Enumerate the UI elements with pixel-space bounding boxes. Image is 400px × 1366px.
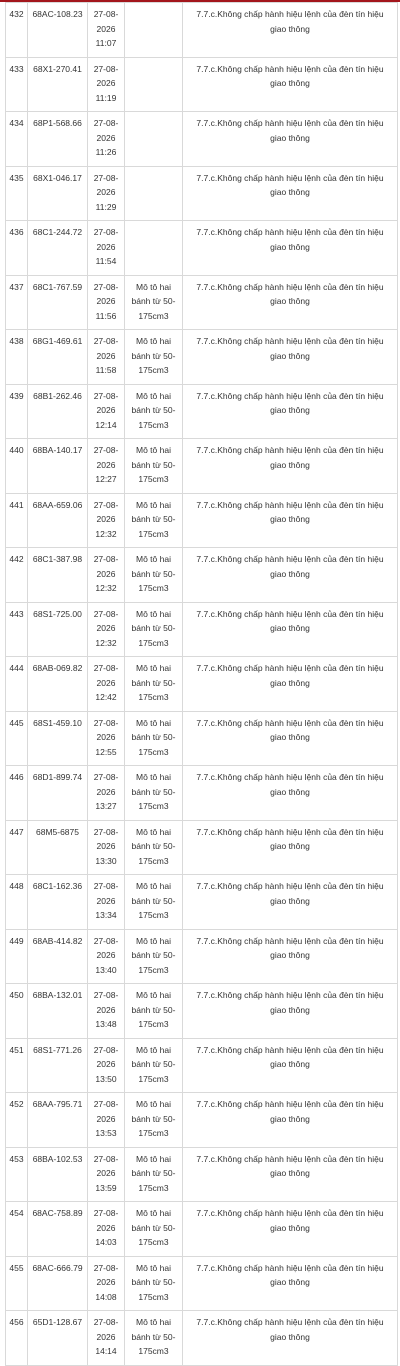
violation-time: 13:50	[95, 1073, 117, 1084]
violation-datetime	[88, 929, 125, 984]
table-row	[6, 493, 398, 548]
row-number: 447	[6, 820, 28, 875]
vehicle-type: Mô tô hai bánh từ 50-175cm3	[125, 657, 183, 712]
violation-time: 13:34	[95, 910, 117, 920]
violation-description: 7.7.c.Không chấp hành hiệu lệnh của đèn tín hiệu giao thông	[183, 330, 398, 385]
table-row	[6, 548, 398, 603]
row-number: 434	[6, 112, 28, 167]
violation-datetime	[88, 875, 125, 930]
violation-time: 12:55	[95, 746, 117, 757]
violation-time: 11:29	[95, 201, 117, 212]
violation-date: 27-08-2026	[93, 63, 119, 88]
violation-description: 7.7.c.Không chấp hành hiệu lệnh của đèn tín hiệu giao thông	[183, 1311, 398, 1366]
violation-datetime	[88, 3, 125, 58]
violation-time: 11:07	[95, 38, 117, 48]
license-plate: 68C1-244.72	[28, 221, 88, 276]
license-plate: 68C1-162.36	[28, 875, 88, 930]
vehicle-type: Mô tô hai bánh từ 50-175cm3	[125, 439, 183, 494]
violation-description: 7.7.c.Không chấp hành hiệu lệnh của đèn tín hiệu giao thông	[183, 820, 398, 875]
violation-time: 11:26	[95, 147, 117, 157]
row-number: 437	[6, 275, 28, 330]
row-number: 452	[6, 1093, 28, 1148]
table-row	[6, 820, 398, 875]
row-number: 438	[6, 330, 28, 385]
vehicle-type	[125, 57, 183, 112]
violation-datetime	[88, 657, 125, 712]
violation-date: 27-08-2026	[93, 1099, 119, 1124]
violation-datetime	[88, 1093, 125, 1148]
license-plate: 68G1-469.61	[28, 330, 88, 385]
license-plate: 68AC-666.79	[28, 1256, 88, 1311]
license-plate: 68D1-899.74	[28, 766, 88, 821]
license-plate: 68B1-262.46	[28, 384, 88, 439]
row-number: 456	[6, 1311, 28, 1366]
violation-description: 7.7.c.Không chấp hành hiệu lệnh của đèn tín hiệu giao thông	[183, 602, 398, 657]
violation-time: 14:08	[95, 1291, 117, 1302]
violation-date: 27-08-2026	[93, 717, 119, 742]
table-row	[6, 112, 398, 167]
vehicle-type: Mô tô hai bánh từ 50-175cm3	[125, 602, 183, 657]
license-plate: 68AB-414.82	[28, 929, 88, 984]
violation-date: 27-08-2026	[93, 663, 119, 688]
table-row	[6, 330, 398, 385]
violation-time: 11:56	[95, 310, 117, 321]
violation-time: 11:19	[95, 92, 117, 103]
violation-date: 27-08-2026	[93, 1153, 119, 1178]
violation-time: 13:40	[95, 964, 117, 975]
violation-datetime	[88, 166, 125, 221]
vehicle-type: Mô tô hai bánh từ 50-175cm3	[125, 493, 183, 548]
violation-date: 27-08-2026	[93, 445, 119, 470]
violation-description: 7.7.c.Không chấp hành hiệu lệnh của đèn tín hiệu giao thông	[183, 657, 398, 712]
violation-datetime	[88, 1147, 125, 1202]
row-number: 441	[6, 493, 28, 548]
vehicle-type	[125, 3, 183, 58]
table-row	[6, 1038, 398, 1093]
violation-date: 27-08-2026	[93, 1208, 119, 1233]
license-plate: 68BA-132.01	[28, 984, 88, 1039]
violation-date: 27-08-2026	[93, 9, 119, 34]
vehicle-type: Mô tô hai bánh từ 50-175cm3	[125, 384, 183, 439]
row-number: 444	[6, 657, 28, 712]
violation-date: 27-08-2026	[93, 881, 119, 906]
violation-datetime	[88, 1038, 125, 1093]
violation-date: 27-08-2026	[93, 554, 119, 579]
row-number: 433	[6, 57, 28, 112]
violation-time: 11:58	[95, 365, 117, 375]
vehicle-type: Mô tô hai bánh từ 50-175cm3	[125, 766, 183, 821]
violation-time: 13:27	[95, 801, 117, 811]
row-number: 439	[6, 384, 28, 439]
violations-table-body	[6, 3, 398, 1366]
violation-date: 27-08-2026	[93, 281, 119, 306]
violation-date: 27-08-2026	[93, 118, 119, 143]
violation-time: 14:03	[95, 1237, 117, 1247]
row-number: 451	[6, 1038, 28, 1093]
table-row	[6, 1311, 398, 1366]
violation-time: 13:30	[95, 855, 117, 866]
violation-time: 12:32	[95, 637, 117, 648]
table-row	[6, 984, 398, 1039]
violation-description: 7.7.c.Không chấp hành hiệu lệnh của đèn tín hiệu giao thông	[183, 1256, 398, 1311]
violation-description: 7.7.c.Không chấp hành hiệu lệnh của đèn tín hiệu giao thông	[183, 1202, 398, 1257]
violation-description: 7.7.c.Không chấp hành hiệu lệnh của đèn tín hiệu giao thông	[183, 1093, 398, 1148]
row-number: 454	[6, 1202, 28, 1257]
table-row	[6, 929, 398, 984]
violation-date: 27-08-2026	[93, 390, 119, 415]
violation-date: 27-08-2026	[93, 1262, 119, 1287]
violation-date: 27-08-2026	[93, 772, 119, 797]
violation-description: 7.7.c.Không chấp hành hiệu lệnh của đèn tín hiệu giao thông	[183, 439, 398, 494]
row-number: 449	[6, 929, 28, 984]
row-number: 448	[6, 875, 28, 930]
violation-time: 13:53	[95, 1128, 117, 1138]
vehicle-type: Mô tô hai bánh từ 50-175cm3	[125, 275, 183, 330]
license-plate: 68P1-568.66	[28, 112, 88, 167]
violation-description: 7.7.c.Không chấp hành hiệu lệnh của đèn tín hiệu giao thông	[183, 929, 398, 984]
violation-time: 12:32	[95, 528, 117, 539]
license-plate: 68AC-108.23	[28, 3, 88, 58]
license-plate: 68S1-459.10	[28, 711, 88, 766]
vehicle-type: Mô tô hai bánh từ 50-175cm3	[125, 1311, 183, 1366]
violation-datetime	[88, 984, 125, 1039]
violations-table	[5, 2, 398, 1366]
row-number: 446	[6, 766, 28, 821]
violation-datetime	[88, 1256, 125, 1311]
table-row	[6, 1256, 398, 1311]
violation-time: 13:59	[95, 1182, 117, 1193]
violation-time: 12:42	[95, 692, 117, 702]
vehicle-type: Mô tô hai bánh từ 50-175cm3	[125, 330, 183, 385]
vehicle-type: Mô tô hai bánh từ 50-175cm3	[125, 984, 183, 1039]
license-plate: 68AC-758.89	[28, 1202, 88, 1257]
violation-description: 7.7.c.Không chấp hành hiệu lệnh của đèn tín hiệu giao thông	[183, 221, 398, 276]
license-plate: 68C1-767.59	[28, 275, 88, 330]
violation-datetime	[88, 330, 125, 385]
violation-datetime	[88, 112, 125, 167]
violation-description: 7.7.c.Không chấp hành hiệu lệnh của đèn tín hiệu giao thông	[183, 493, 398, 548]
violation-datetime	[88, 820, 125, 875]
violation-date: 27-08-2026	[93, 826, 119, 851]
violation-description: 7.7.c.Không chấp hành hiệu lệnh của đèn tín hiệu giao thông	[183, 1038, 398, 1093]
violation-datetime	[88, 384, 125, 439]
vehicle-type	[125, 112, 183, 167]
violation-datetime	[88, 711, 125, 766]
vehicle-type	[125, 166, 183, 221]
vehicle-type: Mô tô hai bánh từ 50-175cm3	[125, 1147, 183, 1202]
vehicle-type: Mô tô hai bánh từ 50-175cm3	[125, 875, 183, 930]
violation-description: 7.7.c.Không chấp hành hiệu lệnh của đèn tín hiệu giao thông	[183, 766, 398, 821]
table-row	[6, 1093, 398, 1148]
violation-description: 7.7.c.Không chấp hành hiệu lệnh của đèn tín hiệu giao thông	[183, 548, 398, 603]
table-row	[6, 1147, 398, 1202]
license-plate: 68S1-725.00	[28, 602, 88, 657]
license-plate: 65D1-128.67	[28, 1311, 88, 1366]
license-plate: 68AA-795.71	[28, 1093, 88, 1148]
license-plate: 68M5-6875	[28, 820, 88, 875]
violation-datetime	[88, 493, 125, 548]
table-row	[6, 275, 398, 330]
table-row	[6, 221, 398, 276]
violation-description: 7.7.c.Không chấp hành hiệu lệnh của đèn tín hiệu giao thông	[183, 711, 398, 766]
license-plate: 68X1-046.17	[28, 166, 88, 221]
violation-time: 12:14	[95, 419, 117, 430]
vehicle-type: Mô tô hai bánh từ 50-175cm3	[125, 1093, 183, 1148]
row-number: 445	[6, 711, 28, 766]
violation-datetime	[88, 57, 125, 112]
violation-time: 11:54	[95, 256, 117, 266]
violation-date: 27-08-2026	[93, 1044, 119, 1069]
vehicle-type: Mô tô hai bánh từ 50-175cm3	[125, 711, 183, 766]
violation-datetime	[88, 1202, 125, 1257]
violation-description: 7.7.c.Không chấp hành hiệu lệnh của đèn tín hiệu giao thông	[183, 1147, 398, 1202]
vehicle-type: Mô tô hai bánh từ 50-175cm3	[125, 929, 183, 984]
violation-description: 7.7.c.Không chấp hành hiệu lệnh của đèn tín hiệu giao thông	[183, 275, 398, 330]
row-number: 453	[6, 1147, 28, 1202]
table-row	[6, 384, 398, 439]
violation-datetime	[88, 548, 125, 603]
violation-datetime	[88, 602, 125, 657]
vehicle-type: Mô tô hai bánh từ 50-175cm3	[125, 1202, 183, 1257]
violation-time: 14:14	[95, 1346, 117, 1356]
violation-description: 7.7.c.Không chấp hành hiệu lệnh của đèn tín hiệu giao thông	[183, 57, 398, 112]
violation-datetime	[88, 221, 125, 276]
violation-datetime	[88, 766, 125, 821]
violation-description: 7.7.c.Không chấp hành hiệu lệnh của đèn tín hiệu giao thông	[183, 166, 398, 221]
vehicle-type: Mô tô hai bánh từ 50-175cm3	[125, 1038, 183, 1093]
license-plate: 68AB-069.82	[28, 657, 88, 712]
table-row	[6, 439, 398, 494]
violation-description: 7.7.c.Không chấp hành hiệu lệnh của đèn tín hiệu giao thông	[183, 384, 398, 439]
table-row	[6, 766, 398, 821]
table-row	[6, 602, 398, 657]
table-row	[6, 3, 398, 58]
license-plate: 68BA-102.53	[28, 1147, 88, 1202]
violation-date: 27-08-2026	[93, 172, 119, 197]
violation-description: 7.7.c.Không chấp hành hiệu lệnh của đèn tín hiệu giao thông	[183, 875, 398, 930]
row-number: 435	[6, 166, 28, 221]
table-row	[6, 1202, 398, 1257]
vehicle-type: Mô tô hai bánh từ 50-175cm3	[125, 548, 183, 603]
violation-description: 7.7.c.Không chấp hành hiệu lệnh của đèn tín hiệu giao thông	[183, 3, 398, 58]
row-number: 455	[6, 1256, 28, 1311]
violation-date: 27-08-2026	[93, 608, 119, 633]
vehicle-type: Mô tô hai bánh từ 50-175cm3	[125, 820, 183, 875]
table-row	[6, 875, 398, 930]
violation-datetime	[88, 1311, 125, 1366]
license-plate: 68C1-387.98	[28, 548, 88, 603]
vehicle-type: Mô tô hai bánh từ 50-175cm3	[125, 1256, 183, 1311]
row-number: 450	[6, 984, 28, 1039]
violation-time: 12:27	[95, 474, 117, 484]
violation-description: 7.7.c.Không chấp hành hiệu lệnh của đèn tín hiệu giao thông	[183, 112, 398, 167]
violation-datetime	[88, 275, 125, 330]
table-row	[6, 711, 398, 766]
violation-date: 27-08-2026	[93, 1317, 119, 1342]
vehicle-type	[125, 221, 183, 276]
violation-date: 27-08-2026	[93, 990, 119, 1015]
violation-date: 27-08-2026	[93, 227, 119, 252]
row-number: 440	[6, 439, 28, 494]
license-plate: 68S1-771.26	[28, 1038, 88, 1093]
row-number: 442	[6, 548, 28, 603]
table-row	[6, 166, 398, 221]
violation-date: 27-08-2026	[93, 499, 119, 524]
violation-description: 7.7.c.Không chấp hành hiệu lệnh của đèn tín hiệu giao thông	[183, 984, 398, 1039]
violation-datetime	[88, 439, 125, 494]
violation-date: 27-08-2026	[93, 935, 119, 960]
table-row	[6, 57, 398, 112]
row-number: 436	[6, 221, 28, 276]
row-number: 443	[6, 602, 28, 657]
row-number: 432	[6, 3, 28, 58]
license-plate: 68AA-659.06	[28, 493, 88, 548]
violation-time: 13:48	[95, 1019, 117, 1029]
license-plate: 68BA-140.17	[28, 439, 88, 494]
table-row	[6, 657, 398, 712]
license-plate: 68X1-270.41	[28, 57, 88, 112]
violation-time: 12:32	[95, 583, 117, 593]
violation-date: 27-08-2026	[93, 336, 119, 361]
